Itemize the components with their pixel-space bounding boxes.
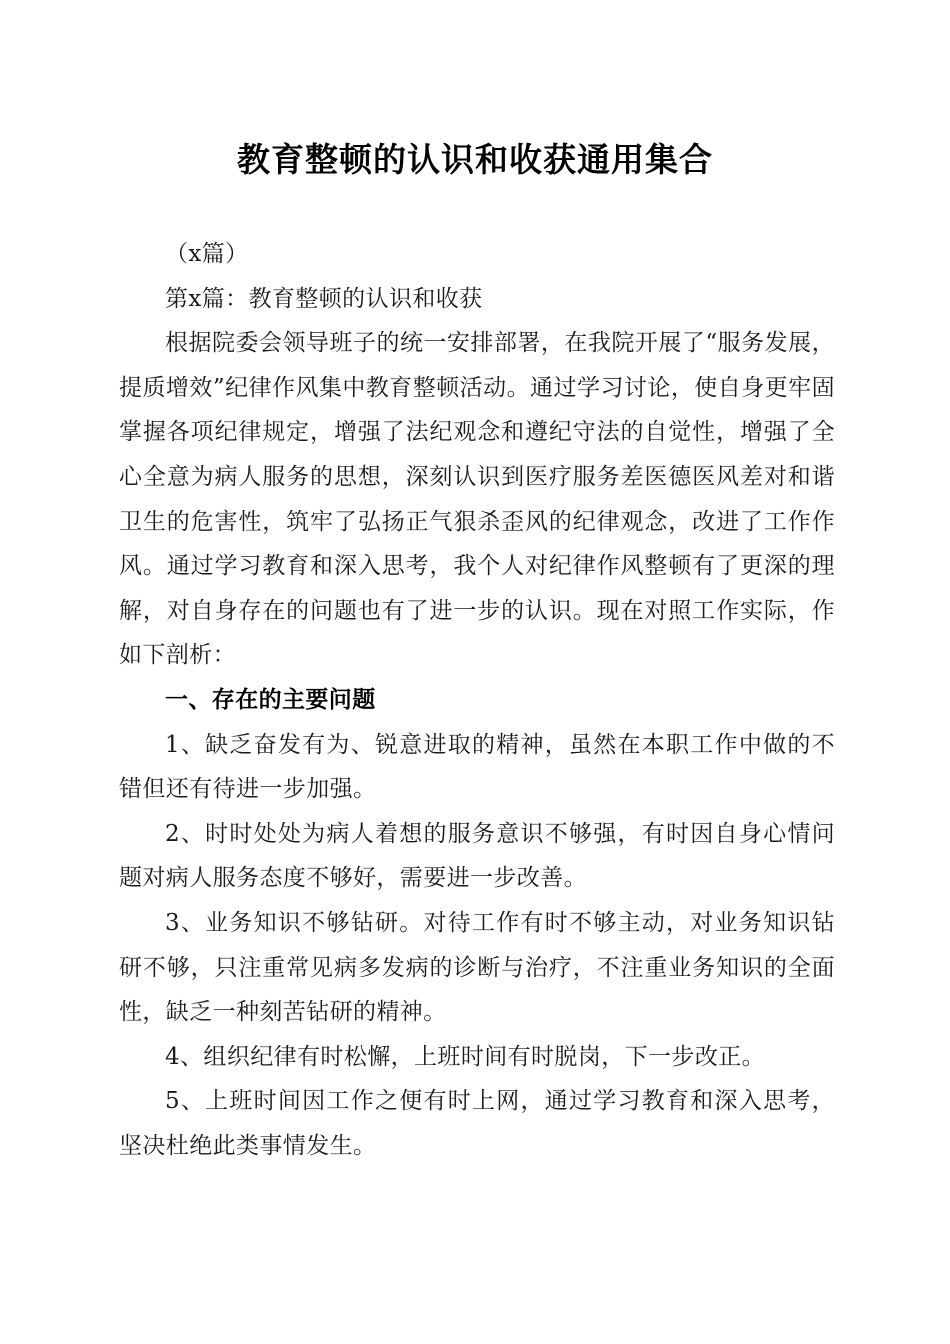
- section-heading: 一、存在的主要问题: [165, 686, 376, 713]
- paragraph-count-note: （x篇）: [165, 241, 249, 267]
- document-title: 教育整顿的认识和收获通用集合: [237, 140, 713, 179]
- paragraph-item-2: 2、时时处处为病人着想的服务意识不够强，有时因自身心情问题对病人服务态度不够好，需要进一步改善。: [119, 820, 835, 892]
- paragraph-intro: 根据院委会领导班子的统一安排部署，在我院开展了“服务发展，提质增效”纪律作风集中教育整顿活动。通过学习讨论，使自身更牢固掌握各项纪律规定，增强了法纪观念和遵纪守法的自觉性，增强了全心全意为病人服务的思想，深刻认识到医疗服务差医德医风差对和谐卫生的危害性，筑牢了弘扬正气狠杀歪风的纪律观念，改进了工作作风。通过学习教育和深入思考，我个人对纪律作风整顿有了更深的理解，对自身存在的问题也有了进一步的认识。现在对照工作实际，作如下剖析：: [119, 330, 835, 669]
- paragraph-item-4: 4、组织纪律有时松懈，上班时间有时脱岗，下一步改正。: [165, 1043, 766, 1070]
- paragraph-item-1: 1、缺乏奋发有为、锐意进取的精神，虽然在本职工作中做的不错但还有待进一步加强。: [119, 731, 835, 803]
- paragraph-item-5: 5、上班时间因工作之便有时上网，通过学习教育和深入思考，坚决杜绝此类事情发生。: [119, 1088, 835, 1159]
- paragraph-item-3: 3、业务知识不够钻研。对待工作有时不够主动，对业务知识钻研不够，只注重常见病多发病的诊断与治疗，不注重业务知识的全面性，缺乏一种刻苦钻研的精神。: [119, 909, 835, 1026]
- paragraph-subtitle: 第x篇：教育整顿的认识和收获: [165, 285, 483, 312]
- document-body: [119, 232, 835, 1168]
